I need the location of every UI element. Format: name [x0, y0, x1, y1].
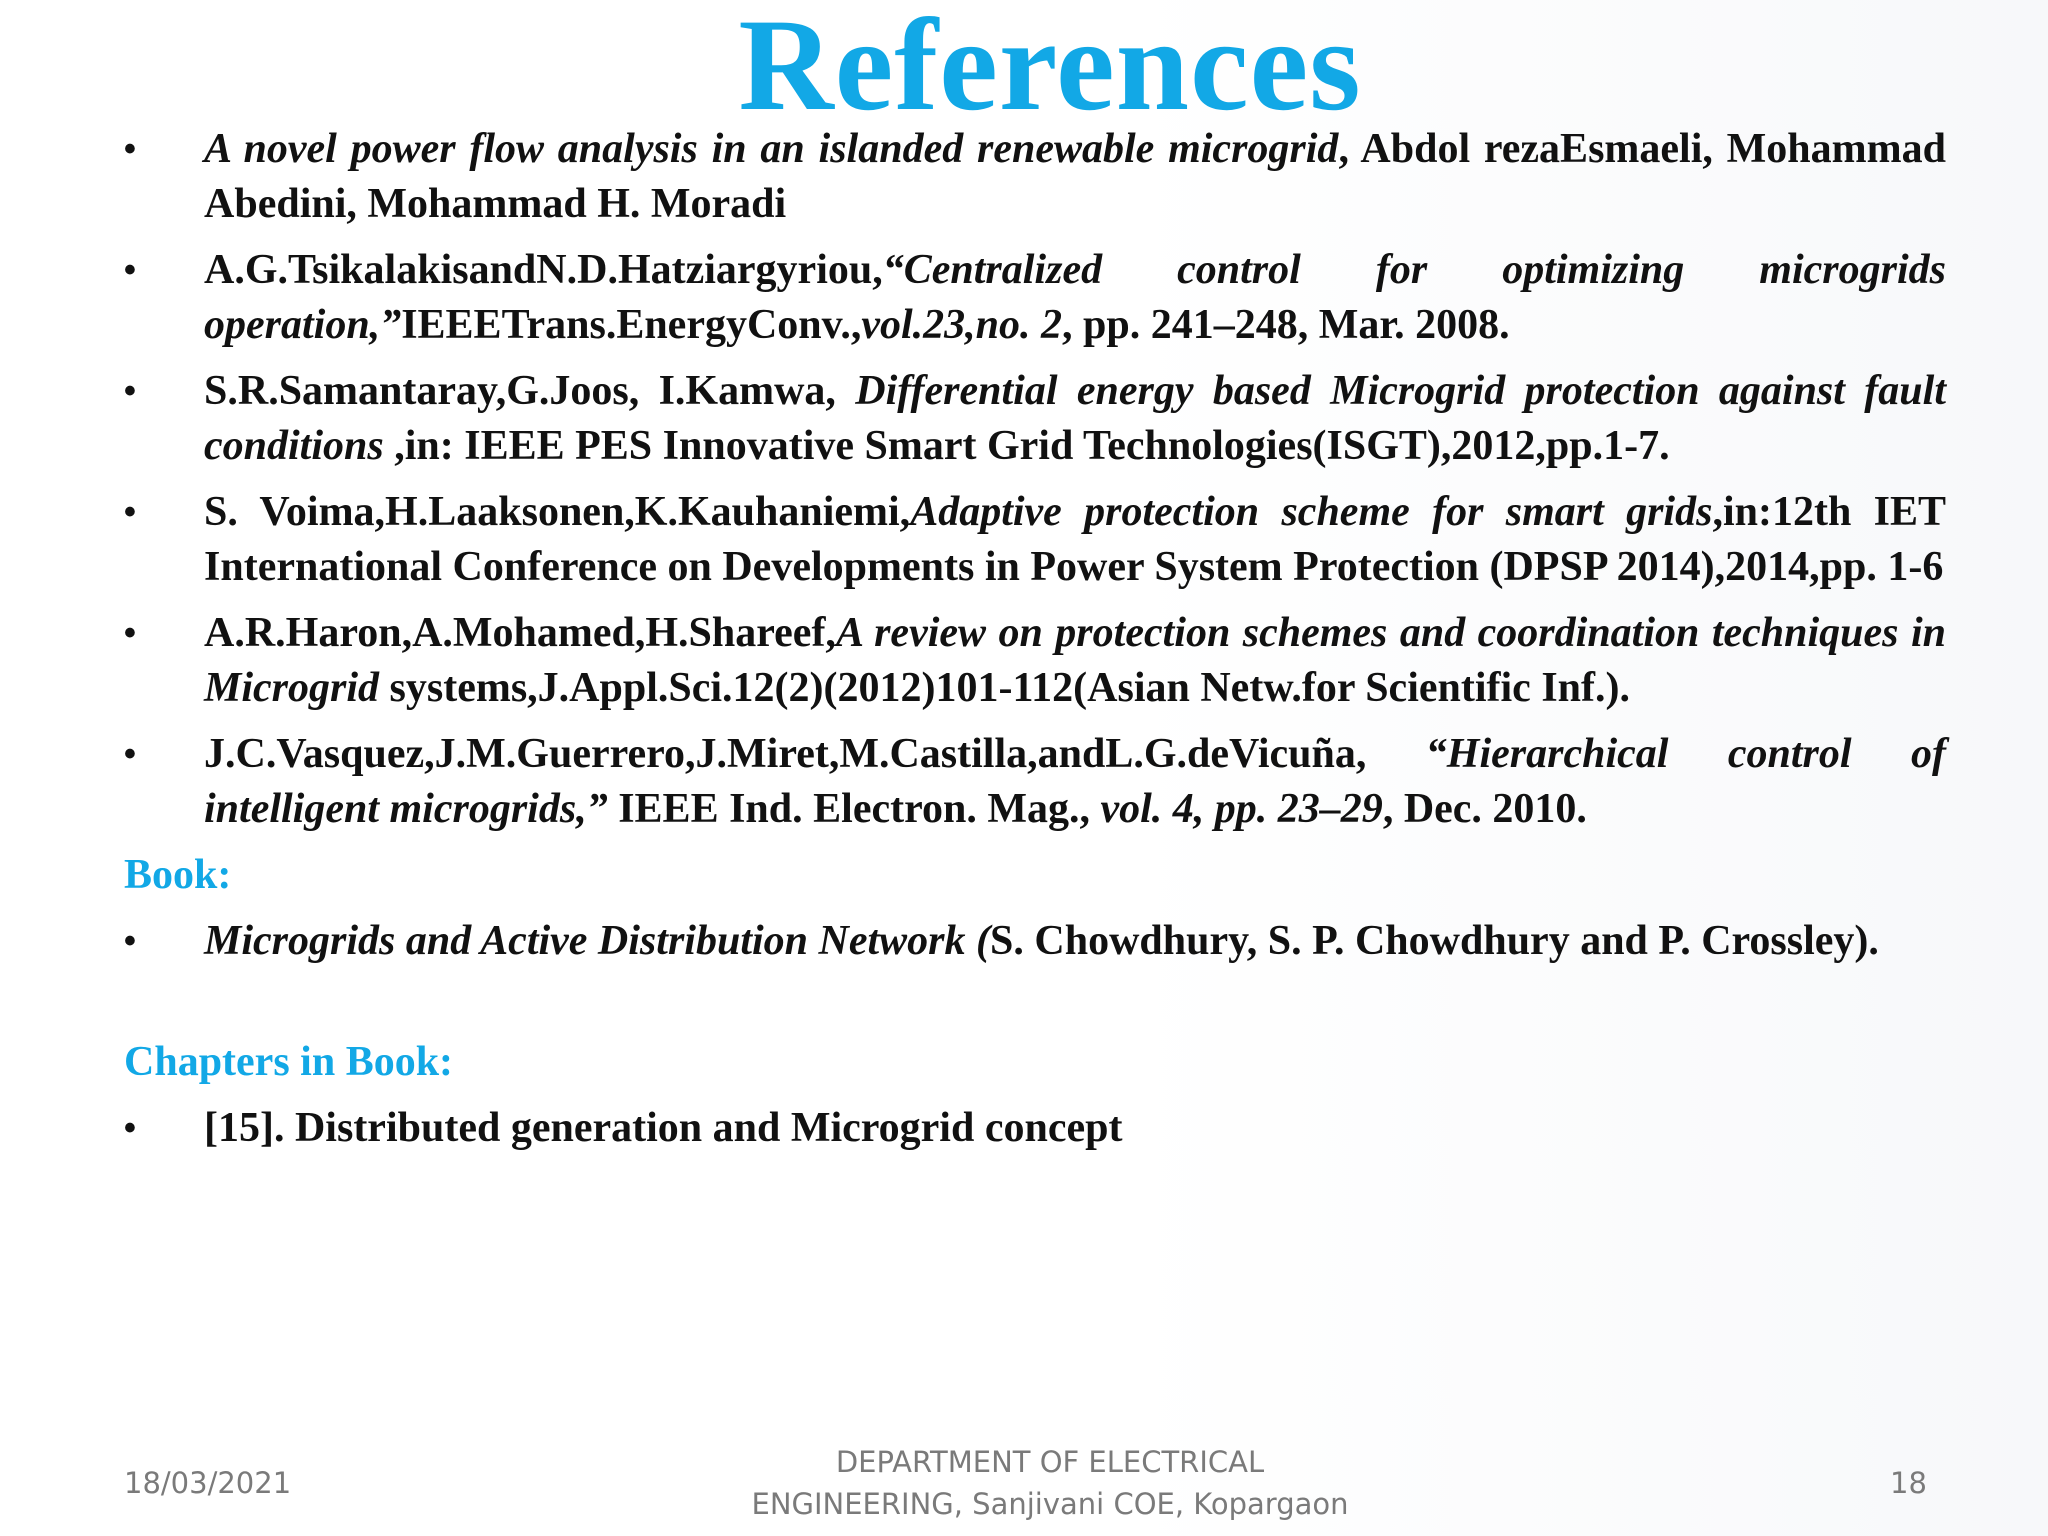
footer-page-number: 18	[1890, 1466, 1927, 1500]
italic-text: “Centralized control for optimizing microgrids operation,”	[204, 247, 1946, 348]
reference-text: , Dec. 2010.	[1382, 786, 1587, 832]
bullet-icon: •	[124, 493, 136, 531]
reference-text: A.G.TsikalakisandN.D.Hatziargyriou,	[204, 247, 883, 293]
reference-text: systems,J.Appl.Sci.12(2)(2012)101-112(Asian Netw.for Scientific Inf.).	[379, 665, 1630, 711]
bullet-icon: •	[124, 251, 136, 289]
reference-text: S.R.Samantaray,G.Joos, I.Kamwa,	[204, 368, 856, 414]
bullet-icon: •	[124, 372, 136, 410]
reference-item	[124, 485, 1946, 595]
footer-department-line1: DEPARTMENT OF ELECTRICAL	[835, 1445, 1265, 1479]
reference-text: , pp. 241–248, Mar. 2008.	[1062, 302, 1510, 348]
chapters-heading: Chapters in Book:	[124, 1039, 454, 1085]
reference-text: , Abdol rezaEsmaeli, Mohammad Abedini, Mohammad H. Moradi	[204, 126, 1946, 227]
italic-text: A novel power flow analysis in an islanded renewable microgrid	[204, 126, 1339, 172]
footer-department-line2: ENGINEERING, Sanjivani COE, Kopargaon	[751, 1487, 1349, 1521]
reference-item	[124, 727, 1946, 837]
book-heading: Book:	[124, 852, 232, 898]
reference-text: A.R.Haron,A.Mohamed,H.Shareef,	[204, 610, 836, 656]
italic-text: A review on protection schemes and coordination techniques in Microgrid	[204, 610, 1946, 711]
slide-title: References	[738, 0, 1362, 138]
footer-date: 18/03/2021	[124, 1466, 292, 1500]
spacer	[124, 980, 1946, 1035]
reference-list	[124, 122, 1946, 837]
references-content	[124, 122, 1946, 1167]
reference-item	[124, 364, 1946, 474]
bullet-icon: •	[124, 614, 136, 652]
italic-text: Differential energy based Microgrid protection against fault conditions	[204, 368, 1946, 469]
reference-item	[124, 243, 1946, 353]
reference-text: S. Voima,H.Laaksonen,K.Kauhaniemi,	[204, 489, 911, 535]
italic-text: Microgrids and Active Distribution Network (	[204, 918, 991, 964]
book-item	[124, 914, 1946, 969]
reference-text: IEEETrans.EnergyConv.,	[401, 302, 862, 348]
bullet-icon: •	[124, 1109, 136, 1147]
italic-text: vol. 4, pp. 23–29	[1100, 786, 1383, 832]
footer-department	[700, 1441, 1400, 1525]
reference-item	[124, 606, 1946, 716]
reference-text: IEEE Ind. Electron. Mag.,	[607, 786, 1101, 832]
italic-text: Adaptive protection scheme for smart grids	[910, 489, 1713, 535]
reference-text: ,in: IEEE PES Innovative Smart Grid Technologies(ISGT),2012,pp.1-7.	[383, 423, 1670, 469]
chapter-item	[124, 1101, 1946, 1156]
bullet-icon: •	[124, 735, 136, 773]
italic-text: “Hierarchical control of intelligent microgrids,”	[204, 731, 1946, 832]
reference-text: S. Chowdhury, S. P. Chowdhury and P. Crossley).	[990, 918, 1879, 964]
bullet-icon: •	[124, 130, 136, 168]
chapter-text: [15]. Distributed generation and Microgrid concept	[204, 1105, 1123, 1151]
bullet-icon: •	[124, 922, 136, 960]
reference-text: J.C.Vasquez,J.M.Guerrero,J.Miret,M.Castilla,andL.G.deVicuña,	[204, 731, 1426, 777]
reference-text: ,in:12th IET International Conference on Developments in Power System Protection (DPSP 2014),2014,pp. 1-6	[204, 489, 1946, 590]
reference-item	[124, 122, 1946, 232]
italic-text: vol.23,no. 2	[861, 302, 1063, 348]
